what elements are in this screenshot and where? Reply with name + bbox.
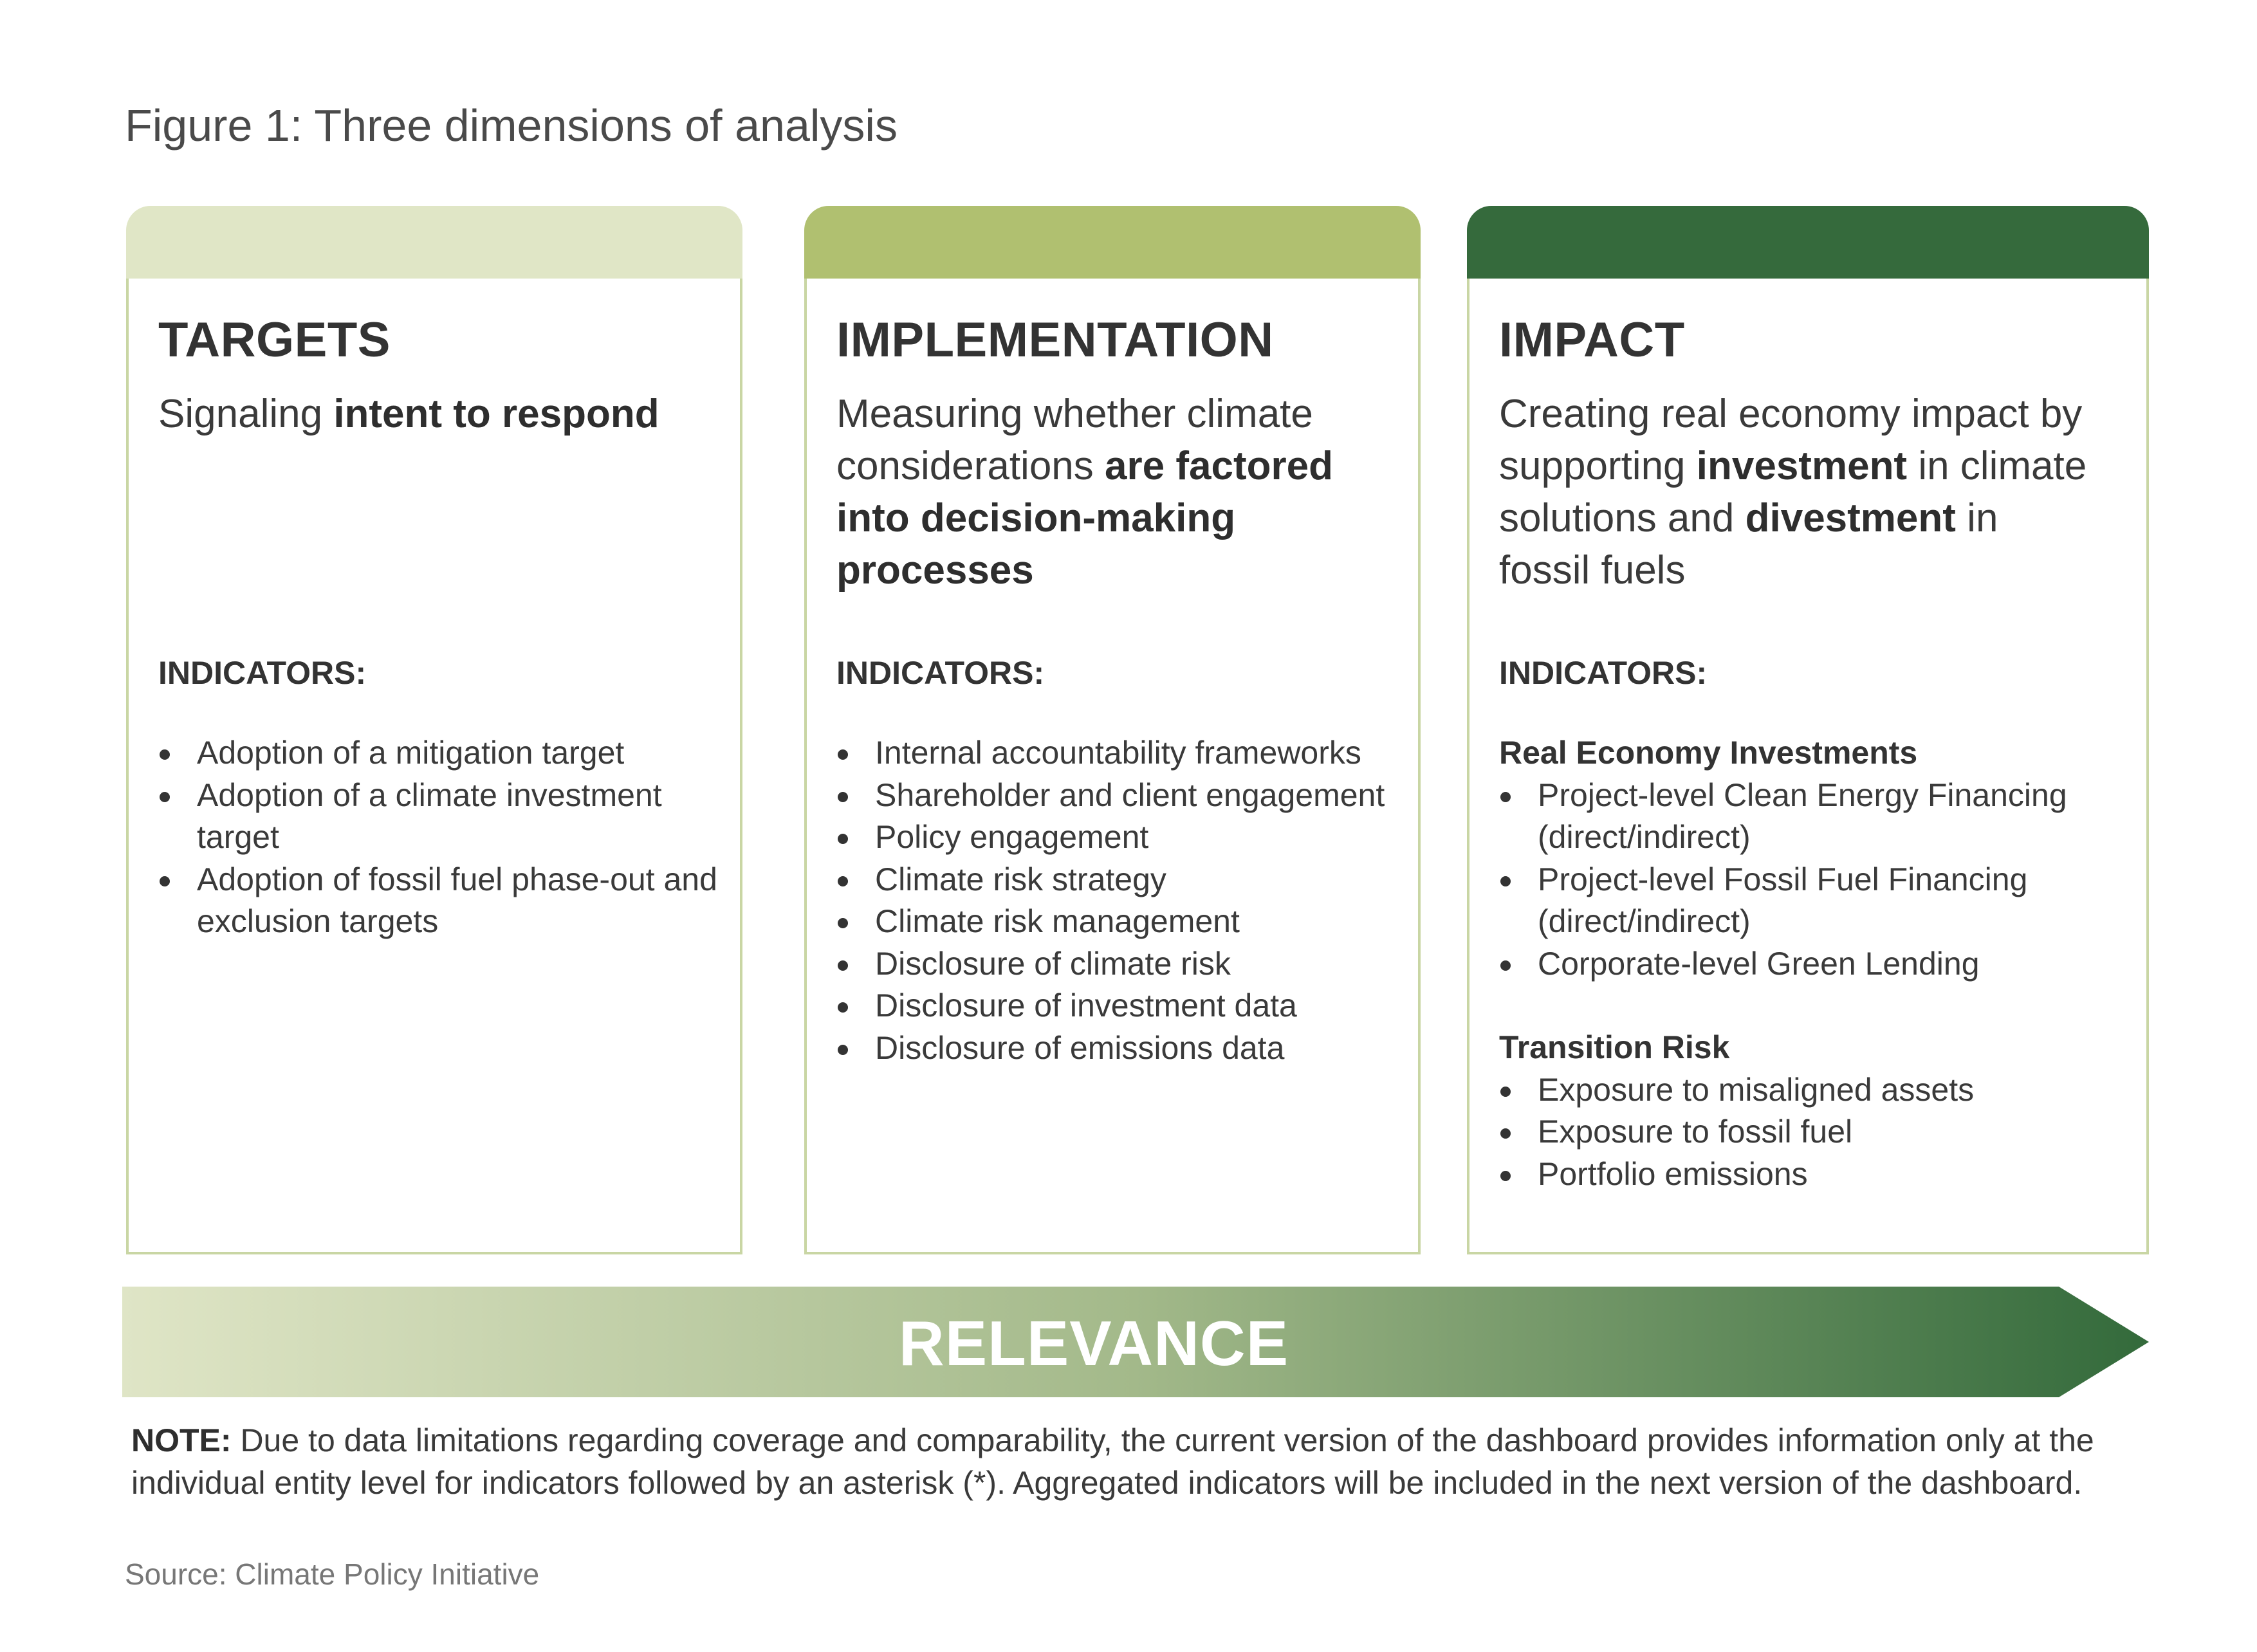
indicator-item: Corporate-level Green Lending bbox=[1499, 943, 2127, 986]
indicator-item: Project-level Fossil Fuel Financing (direct/indirect) bbox=[1499, 859, 2127, 943]
targets-indicator-list bbox=[158, 732, 721, 943]
relevance-arrow bbox=[122, 1287, 2155, 1397]
targets-indicators-label: INDICATORS: bbox=[158, 655, 367, 691]
targets-card bbox=[126, 206, 742, 1254]
targets-description: Signaling intent to respond bbox=[158, 392, 659, 436]
indicator-group-list bbox=[1499, 1069, 2127, 1196]
note bbox=[131, 1419, 2158, 1504]
indicator-item: Exposure to misaligned assets bbox=[1499, 1069, 2127, 1112]
indicator-item: Climate risk strategy bbox=[836, 859, 1399, 901]
implementation-card-header bbox=[804, 206, 1421, 279]
implementation-indicator-list bbox=[836, 732, 1399, 1069]
targets-heading: TARGETS bbox=[158, 313, 391, 367]
targets-card-header bbox=[126, 206, 742, 279]
impact-description: Creating real economy impact by supporting investment in climate solutions and divestment in fossil fuels bbox=[1499, 392, 2087, 592]
indicator-item: Exposure to fossil fuel bbox=[1499, 1111, 2127, 1153]
note-text: Due to data limitations regarding coverage and comparability, the current version of the dashboard provides information only at the individual entity level for indicators followed by an asterisk (*). Aggregated indicators will be included in the next version of the dashboard. bbox=[131, 1422, 2094, 1501]
indicator-item: Internal accountability frameworks bbox=[836, 732, 1399, 775]
impact-card bbox=[1467, 206, 2149, 1254]
impact-indicator-groups bbox=[1499, 732, 2127, 1237]
impact-card-header bbox=[1467, 206, 2149, 279]
indicator-item: Climate risk management bbox=[836, 901, 1399, 943]
indicator-item: Adoption of fossil fuel phase-out and exclusion targets bbox=[158, 859, 721, 943]
impact-card-body bbox=[1467, 279, 2149, 1254]
indicator-group-title: Real Economy Investments bbox=[1499, 735, 1918, 771]
indicator-item: Adoption of a mitigation target bbox=[158, 732, 721, 775]
indicator-item: Disclosure of climate risk bbox=[836, 943, 1399, 986]
indicator-item: Adoption of a climate investment target bbox=[158, 775, 721, 859]
implementation-description: Measuring whether climate considerations are factored into decision-making processes bbox=[836, 392, 1333, 592]
relevance-label: RELEVANCE bbox=[898, 1308, 1289, 1379]
indicator-group bbox=[1499, 1027, 2127, 1195]
indicator-item: Shareholder and client engagement bbox=[836, 775, 1399, 817]
impact-heading: IMPACT bbox=[1499, 313, 1685, 367]
impact-indicators-label: INDICATORS: bbox=[1499, 655, 1708, 691]
indicator-group bbox=[1499, 732, 2127, 985]
targets-card-body bbox=[126, 279, 742, 1254]
implementation-card-body bbox=[804, 279, 1421, 1254]
note-label: NOTE: bbox=[131, 1422, 232, 1458]
indicator-group-list bbox=[1499, 775, 2127, 986]
implementation-card bbox=[804, 206, 1421, 1254]
indicator-item: Disclosure of investment data bbox=[836, 985, 1399, 1027]
indicator-item: Disclosure of emissions data bbox=[836, 1027, 1399, 1070]
implementation-heading: IMPLEMENTATION bbox=[836, 313, 1274, 367]
source-credit: Source: Climate Policy Initiative bbox=[125, 1557, 540, 1591]
indicator-item: Portfolio emissions bbox=[1499, 1153, 2127, 1196]
figure-title: Figure 1: Three dimensions of analysis bbox=[125, 100, 898, 151]
implementation-indicators-label: INDICATORS: bbox=[836, 655, 1045, 691]
indicator-item: Project-level Clean Energy Financing (direct/indirect) bbox=[1499, 775, 2127, 859]
indicator-item: Policy engagement bbox=[836, 816, 1399, 859]
indicator-group-title: Transition Risk bbox=[1499, 1029, 1730, 1065]
